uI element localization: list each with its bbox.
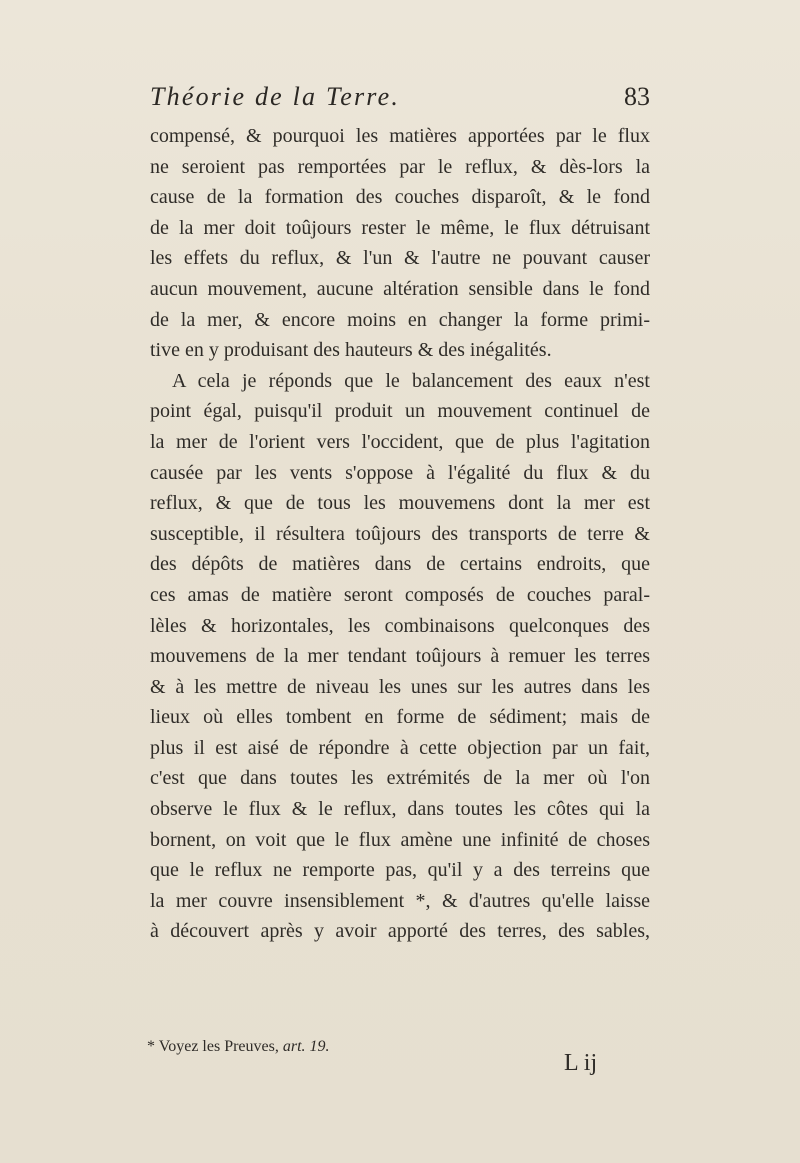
text-line: de la mer doit toûjours rester le même, le flux détruisant [150, 216, 650, 239]
text-line: ne seroient pas remportées par le reflux, & dès-lors la [150, 155, 650, 178]
text-line: ces amas de matière seront composés de couches paral- [150, 583, 650, 606]
text-line: tive en y produisant des hauteurs & des inégalités. [150, 339, 552, 362]
signature-mark: L ij [564, 1050, 598, 1076]
text-line: bornent, on voit que le flux amène une infinité de choses [150, 828, 650, 851]
text-line: c'est que dans toutes les extrémités de la mer où l'on [150, 767, 650, 790]
text-line: que le reflux ne remporte pas, qu'il y a des terreins que [150, 859, 650, 882]
text-line: point égal, puisqu'il produit un mouvement continuel de [150, 400, 650, 423]
text-line: la mer de l'orient vers l'occident, que de plus l'agitation [150, 430, 650, 453]
text-line: susceptible, il résultera toûjours des transports de terre & [150, 522, 650, 545]
text-line: lèles & horizontales, les combinaisons quelconques des [150, 614, 650, 637]
text-line: la mer couvre insensiblement *, & d'autres qu'elle laisse [150, 889, 650, 912]
text-line: cause de la formation des couches disparoît, & le fond [150, 186, 650, 209]
text-line: lieux où elles tombent en forme de sédiment; mais de [150, 706, 650, 729]
footnote [147, 1038, 330, 1056]
running-title: Théorie de la Terre. [150, 82, 401, 111]
body-text [150, 121, 650, 947]
text-line: & à les mettre de niveau les unes sur les autres dans les [150, 675, 650, 698]
text-line: les effets du reflux, & l'un & l'autre ne pouvant causer [150, 247, 650, 270]
page-header [150, 82, 650, 122]
footnote-text: Voyez les Preuves, [158, 1038, 279, 1055]
footnote-marker: * [147, 1038, 155, 1055]
text-line: mouvemens de la mer tendant toûjours à remuer les terres [150, 645, 650, 668]
page-number: 83 [624, 82, 650, 111]
text-line: des dépôts de matières dans de certains endroits, que [150, 553, 650, 576]
text-line: causée par les vents s'oppose à l'égalité du flux & du [150, 461, 650, 484]
text-line: de la mer, & encore moins en changer la forme primi- [150, 308, 650, 331]
text-line: à découvert après y avoir apporté des terres, des sables, [150, 920, 650, 943]
text-line: reflux, & que de tous les mouvemens dont la mer est [150, 492, 650, 515]
text-line: plus il est aisé de répondre à cette objection par un fait, [150, 736, 650, 759]
text-line: aucun mouvement, aucune altération sensible dans le fond [150, 277, 650, 300]
text-line: A cela je réponds que le balancement des eaux n'est [172, 369, 650, 392]
text-line: observe le flux & le reflux, dans toutes les côtes qui la [150, 798, 650, 821]
footnote-reference: art. 19. [282, 1038, 330, 1055]
text-line: compensé, & pourquoi les matières apportées par le flux [150, 125, 650, 147]
